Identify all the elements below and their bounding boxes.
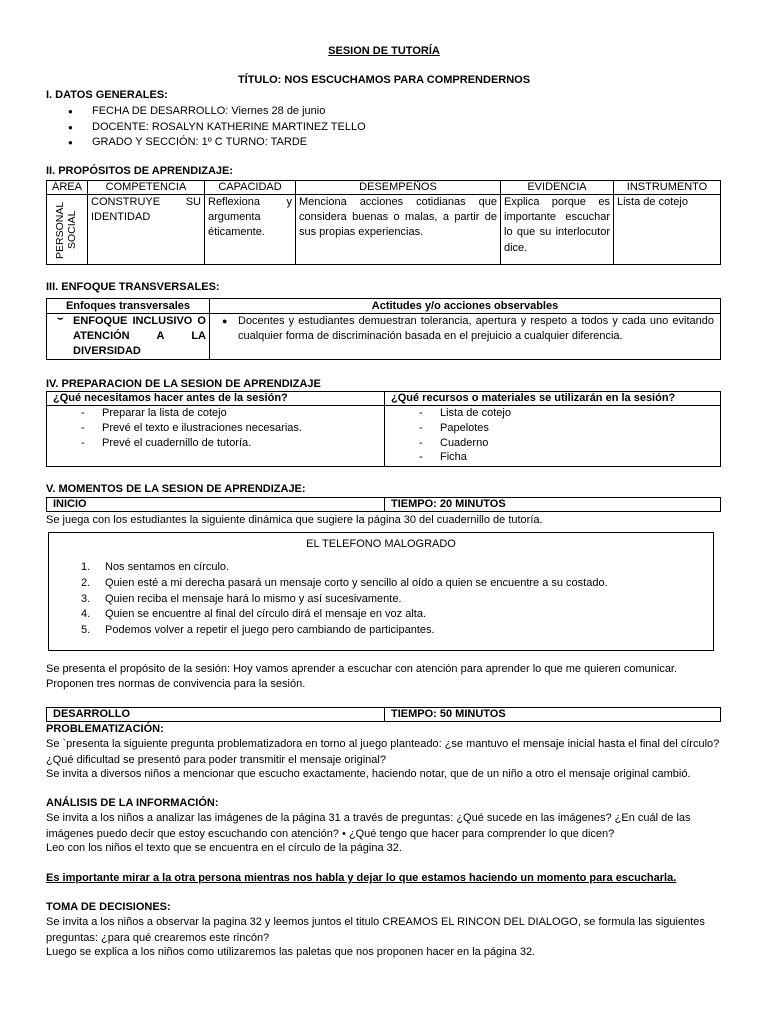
header-desempenos: DESEMPEÑOS [296, 181, 501, 195]
game-title: EL TELEFONO MALOGRADO [306, 538, 456, 550]
game-steps [49, 560, 713, 639]
antes-item: - Preparar la lista de cotejo [50, 406, 381, 421]
desarrollo-bar [46, 707, 721, 722]
header-capacidad: CAPACIDAD [205, 181, 296, 195]
header-antes: ¿Qué necesitamos hacer antes de la sesión? [47, 392, 385, 406]
proposito-line-1: Se presenta el propósito de la sesión: Hoy vamos aprender a escuchar con atención para aprender lo que me quieren comunicar. [46, 663, 678, 675]
game-step: 3. Quien reciba el mensaje hará lo mismo y así sucesivamente. [81, 592, 402, 605]
game-step: 4. Quien se encuentre al final del círculo dirá el mensaje en voz alta. [81, 608, 427, 621]
header-competencia: COMPETENCIA [88, 181, 205, 195]
smiley-icon: ⌣ [57, 313, 64, 324]
header-recursos: ¿Qué recursos o materiales se utilizarán en la sesión? [385, 392, 721, 406]
preparacion-header-row [47, 392, 721, 406]
antes-list [50, 406, 381, 450]
analisis-text: Se invita a los niños a analizar las imágenes de la página 31 a través de preguntas: ¿Qué sucede en las imágenes? ¿En cuál de las imágenes puedo decir que estoy escuchando con atención? • ¿Qué tengo que hacer para comprender lo que dicen? [46, 812, 691, 840]
cell-instrumento: Lista de cotejo [614, 195, 721, 265]
section-enfoque-heading: III. ENFOQUE TRANSVERSALES: [46, 281, 220, 293]
actitud-text: Docentes y estudiantes demuestran tolerancia, apertura y respeto a todos y cada uno evitando cualquier forma de discriminación basada en el prejuicio a cualquier diferencia. [238, 315, 714, 342]
inicio-intro: Se juega con los estudiantes la siguiente dinámica que sugiere la página 30 del cuadernillo de tutoría. [46, 514, 543, 526]
preparacion-row [47, 406, 721, 467]
recursos-item: - Ficha [388, 450, 717, 465]
cell-evidencia: Explica porque es importante escuchar lo que su interlocutor dice. [501, 195, 614, 265]
header-evidencia: EVIDENCIA [501, 181, 614, 195]
game-box [48, 532, 714, 651]
game-step: 5. Podemos volver a repetir el juego pero cambiando de participantes. [81, 623, 435, 636]
section-propositos-heading: II. PROPÓSITOS DE APRENDIZAJE: [46, 165, 234, 177]
enfoque-name: ENFOQUE INCLUSIVO O ATENCIÓN A LA DIVERSIDAD [73, 315, 206, 357]
propositos-row [47, 195, 721, 265]
cell-capacidad: Reflexiona y argumenta éticamente. [205, 195, 296, 265]
decisiones-text: Se invita a los niños a observar la pagina 32 y leemos juntos el titulo CREAMOS EL RINCON DEL DIALOGO, se formula las siguientes preguntas: ¿para qué crearemos este rincón? [46, 916, 705, 944]
enfoque-header-row [47, 299, 721, 314]
inicio-bar [46, 497, 721, 512]
propositos-table [46, 180, 721, 265]
document-subtitle: TÍTULO: NOS ESCUCHAMOS PARA COMPRENDERNOS [237, 74, 531, 86]
game-step: 2. Quien esté a mi derecha pasará un mensaje corto y sencillo al oído a quien se encuentre a su costado. [81, 576, 608, 589]
cell-antes [47, 406, 385, 467]
decisiones-text-2: Luego se explica a los niños como utilizaremos las paletas que nos proponen hacer en la página 32. [46, 946, 536, 958]
header-actitudes: Actitudes y/o acciones observables [210, 299, 721, 314]
analisis-heading: ANÁLISIS DE LA INFORMACIÓN: [46, 797, 219, 809]
header-instrumento: INSTRUMENTO [614, 181, 721, 195]
enfoque-row [47, 314, 721, 360]
section-datos-heading: I. DATOS GENERALES: [46, 89, 168, 101]
cell-desempenos: Menciona acciones cotidianas que considera buenas o malas, a partir de sus propias experiencias. [296, 195, 501, 265]
datos-list [46, 104, 722, 151]
recursos-item: - Cuaderno [388, 436, 717, 451]
decisiones-heading: TOMA DE DECISIONES: [46, 901, 171, 913]
header-enfoques: Enfoques transversales [47, 299, 210, 314]
propositos-header-row [47, 181, 721, 195]
recursos-list [388, 406, 717, 465]
problematizacion-text-2: Se invita a diversos niños a mencionar que escucho exactamente, haciendo notar, que de un niño a otro el mensaje original cambió. [46, 768, 691, 780]
cell-competencia: CONSTRUYE SU IDENTIDAD [88, 195, 205, 265]
datos-item-grado: ● GRADO Y SECCIÓN: 1º C TURNO: TARDE [46, 135, 722, 151]
cell-area [47, 195, 88, 265]
datos-item-docente: ● DOCENTE: ROSALYN KATHERINE MARTINEZ TELLO [46, 120, 722, 136]
area-label: PERSONAL SOCIAL [54, 200, 78, 259]
section-momentos-heading: V. MOMENTOS DE LA SESION DE APRENDIZAJE: [46, 483, 306, 495]
proposito-line-2: Proponen tres normas de convivencia para la sesión. [46, 678, 306, 690]
preparacion-table [46, 391, 721, 467]
antes-item: - Prevé el cuadernillo de tutoría. [50, 436, 381, 451]
bullet-icon: ● [222, 316, 228, 326]
problematizacion-text: Se `presenta la siguiente pregunta problematizadora en torno al juego planteado: ¿se mantuvo el mensaje inicial hasta el final del círculo? ¿Qué dificultad se presentó para poder transmitir el mensaje original? [46, 738, 720, 766]
header-area: ÁREA [47, 181, 88, 195]
cell-actitud [210, 314, 721, 360]
cell-enfoque [47, 314, 210, 360]
datos-item-fecha: ● FECHA DE DESARROLLO: Viernes 28 de junio [46, 104, 722, 120]
analisis-text-2: Leo con los niños el texto que se encuentra en el círculo de la página 32. [46, 842, 402, 854]
game-step: 1. Nos sentamos en círculo. [81, 561, 230, 574]
antes-item: - Prevé el texto e ilustraciones necesarias. [50, 421, 381, 436]
section-preparacion-heading: IV. PREPARACION DE LA SESION DE APRENDIZAJE [46, 378, 321, 390]
document-title: SESION DE TUTORÍA [328, 45, 440, 57]
problematizacion-heading: PROBLEMATIZACIÓN: [46, 723, 164, 735]
desarrollo-label: DESARROLLO [47, 708, 385, 722]
importante-note: Es importante mirar a la otra persona mientras nos habla y dejar lo que estamos haciendo un momento para escucharla. [46, 872, 677, 884]
desarrollo-time: TIEMPO: 50 MINUTOS [385, 708, 721, 722]
enfoque-table [46, 298, 721, 360]
recursos-item: - Papelotes [388, 421, 717, 436]
recursos-item: - Lista de cotejo [388, 406, 717, 421]
inicio-label: INICIO [47, 498, 385, 512]
inicio-time: TIEMPO: 20 MINUTOS [385, 498, 721, 512]
cell-recursos [385, 406, 721, 467]
